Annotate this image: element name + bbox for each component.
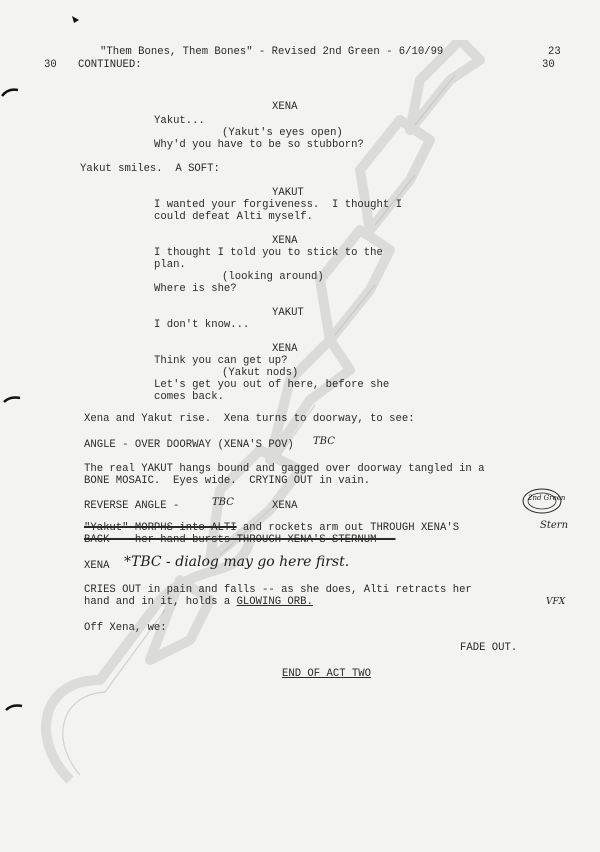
handwritten-tbc: TBC (313, 436, 335, 447)
scene-number-left: 30 (44, 59, 57, 71)
action-line: Off Xena, we: (84, 622, 167, 634)
dialogue-line: Think you can get up? (154, 355, 288, 367)
character-name: XENA (272, 101, 298, 113)
character-name: XENA (272, 235, 298, 247)
struck-text: BACK -- her hand bursts THROUGH XENA'S STERNUM -- (84, 534, 396, 546)
margin-marks (0, 80, 30, 720)
action-text: and rockets arm out THROUGH XENA'S (236, 522, 466, 534)
transition: FADE OUT. (460, 642, 518, 654)
handwritten-vfx: VFX (546, 597, 566, 607)
parenthetical: (Yakut's eyes open) (222, 127, 343, 139)
parenthetical: (looking around) (222, 271, 324, 283)
character-cue: XENA (84, 560, 110, 572)
scene-number-right: 30 (542, 59, 555, 71)
character-name: YAKUT (272, 307, 304, 319)
action-line (84, 596, 313, 609)
scan-speck (70, 14, 82, 26)
dialogue-line: I wanted your forgiveness. I thought I (154, 199, 402, 211)
character-name: XENA (272, 500, 298, 512)
header-title: "Them Bones, Them Bones" - Revised 2nd Green - 6/10/99 (100, 46, 444, 58)
dialogue-line: Let's get you out of here, before she (154, 379, 390, 391)
dialogue-line: Why'd you have to be so stubborn? (154, 139, 364, 151)
dialogue-line: plan. (154, 259, 186, 271)
parenthetical: (Yakut nods) (222, 367, 299, 379)
dialogue-line: Where is she? (154, 283, 237, 295)
handwritten-tbc: TBC (212, 497, 234, 508)
continued-label: CONTINUED: (78, 59, 142, 71)
action-line: CRIES OUT in pain and falls -- as she does, Alti retracts her (84, 584, 472, 596)
struck-text: "Yakut" MORPHS into ALTI (84, 522, 237, 534)
page-number: 23 (548, 46, 561, 58)
action-line: The real YAKUT hangs bound and gagged over doorway tangled in a (84, 463, 485, 475)
dialogue-line: comes back. (154, 391, 224, 403)
action-line: BONE MOSAIC. Eyes wide. CRYING OUT in vain. (84, 475, 371, 487)
shot-heading: ANGLE - OVER DOORWAY (XENA'S POV) (84, 439, 294, 451)
handwritten-replacement: Stern (540, 520, 569, 531)
shot-heading: REVERSE ANGLE - (84, 500, 180, 512)
dialogue-line: I don't know... (154, 319, 250, 331)
dialogue-line: I thought I told you to stick to the (154, 247, 383, 259)
character-name: YAKUT (272, 187, 304, 199)
stamp-text: 2nd Green (528, 494, 566, 502)
handwritten-note: *TBC - dialog may go here first. (124, 554, 350, 570)
action-text: hand and in it, holds a (84, 596, 237, 608)
action-line: Yakut smiles. A SOFT: (80, 163, 220, 175)
dialogue-line: could defeat Alti myself. (154, 211, 313, 223)
character-name: XENA (272, 343, 298, 355)
glowing-orb-text: GLOWING ORB. (236, 596, 313, 608)
dialogue-line: Yakut... (154, 115, 205, 127)
action-line: Xena and Yakut rise. Xena turns to doorway, to see: (84, 413, 415, 425)
act-end: END OF ACT TWO (282, 668, 372, 680)
